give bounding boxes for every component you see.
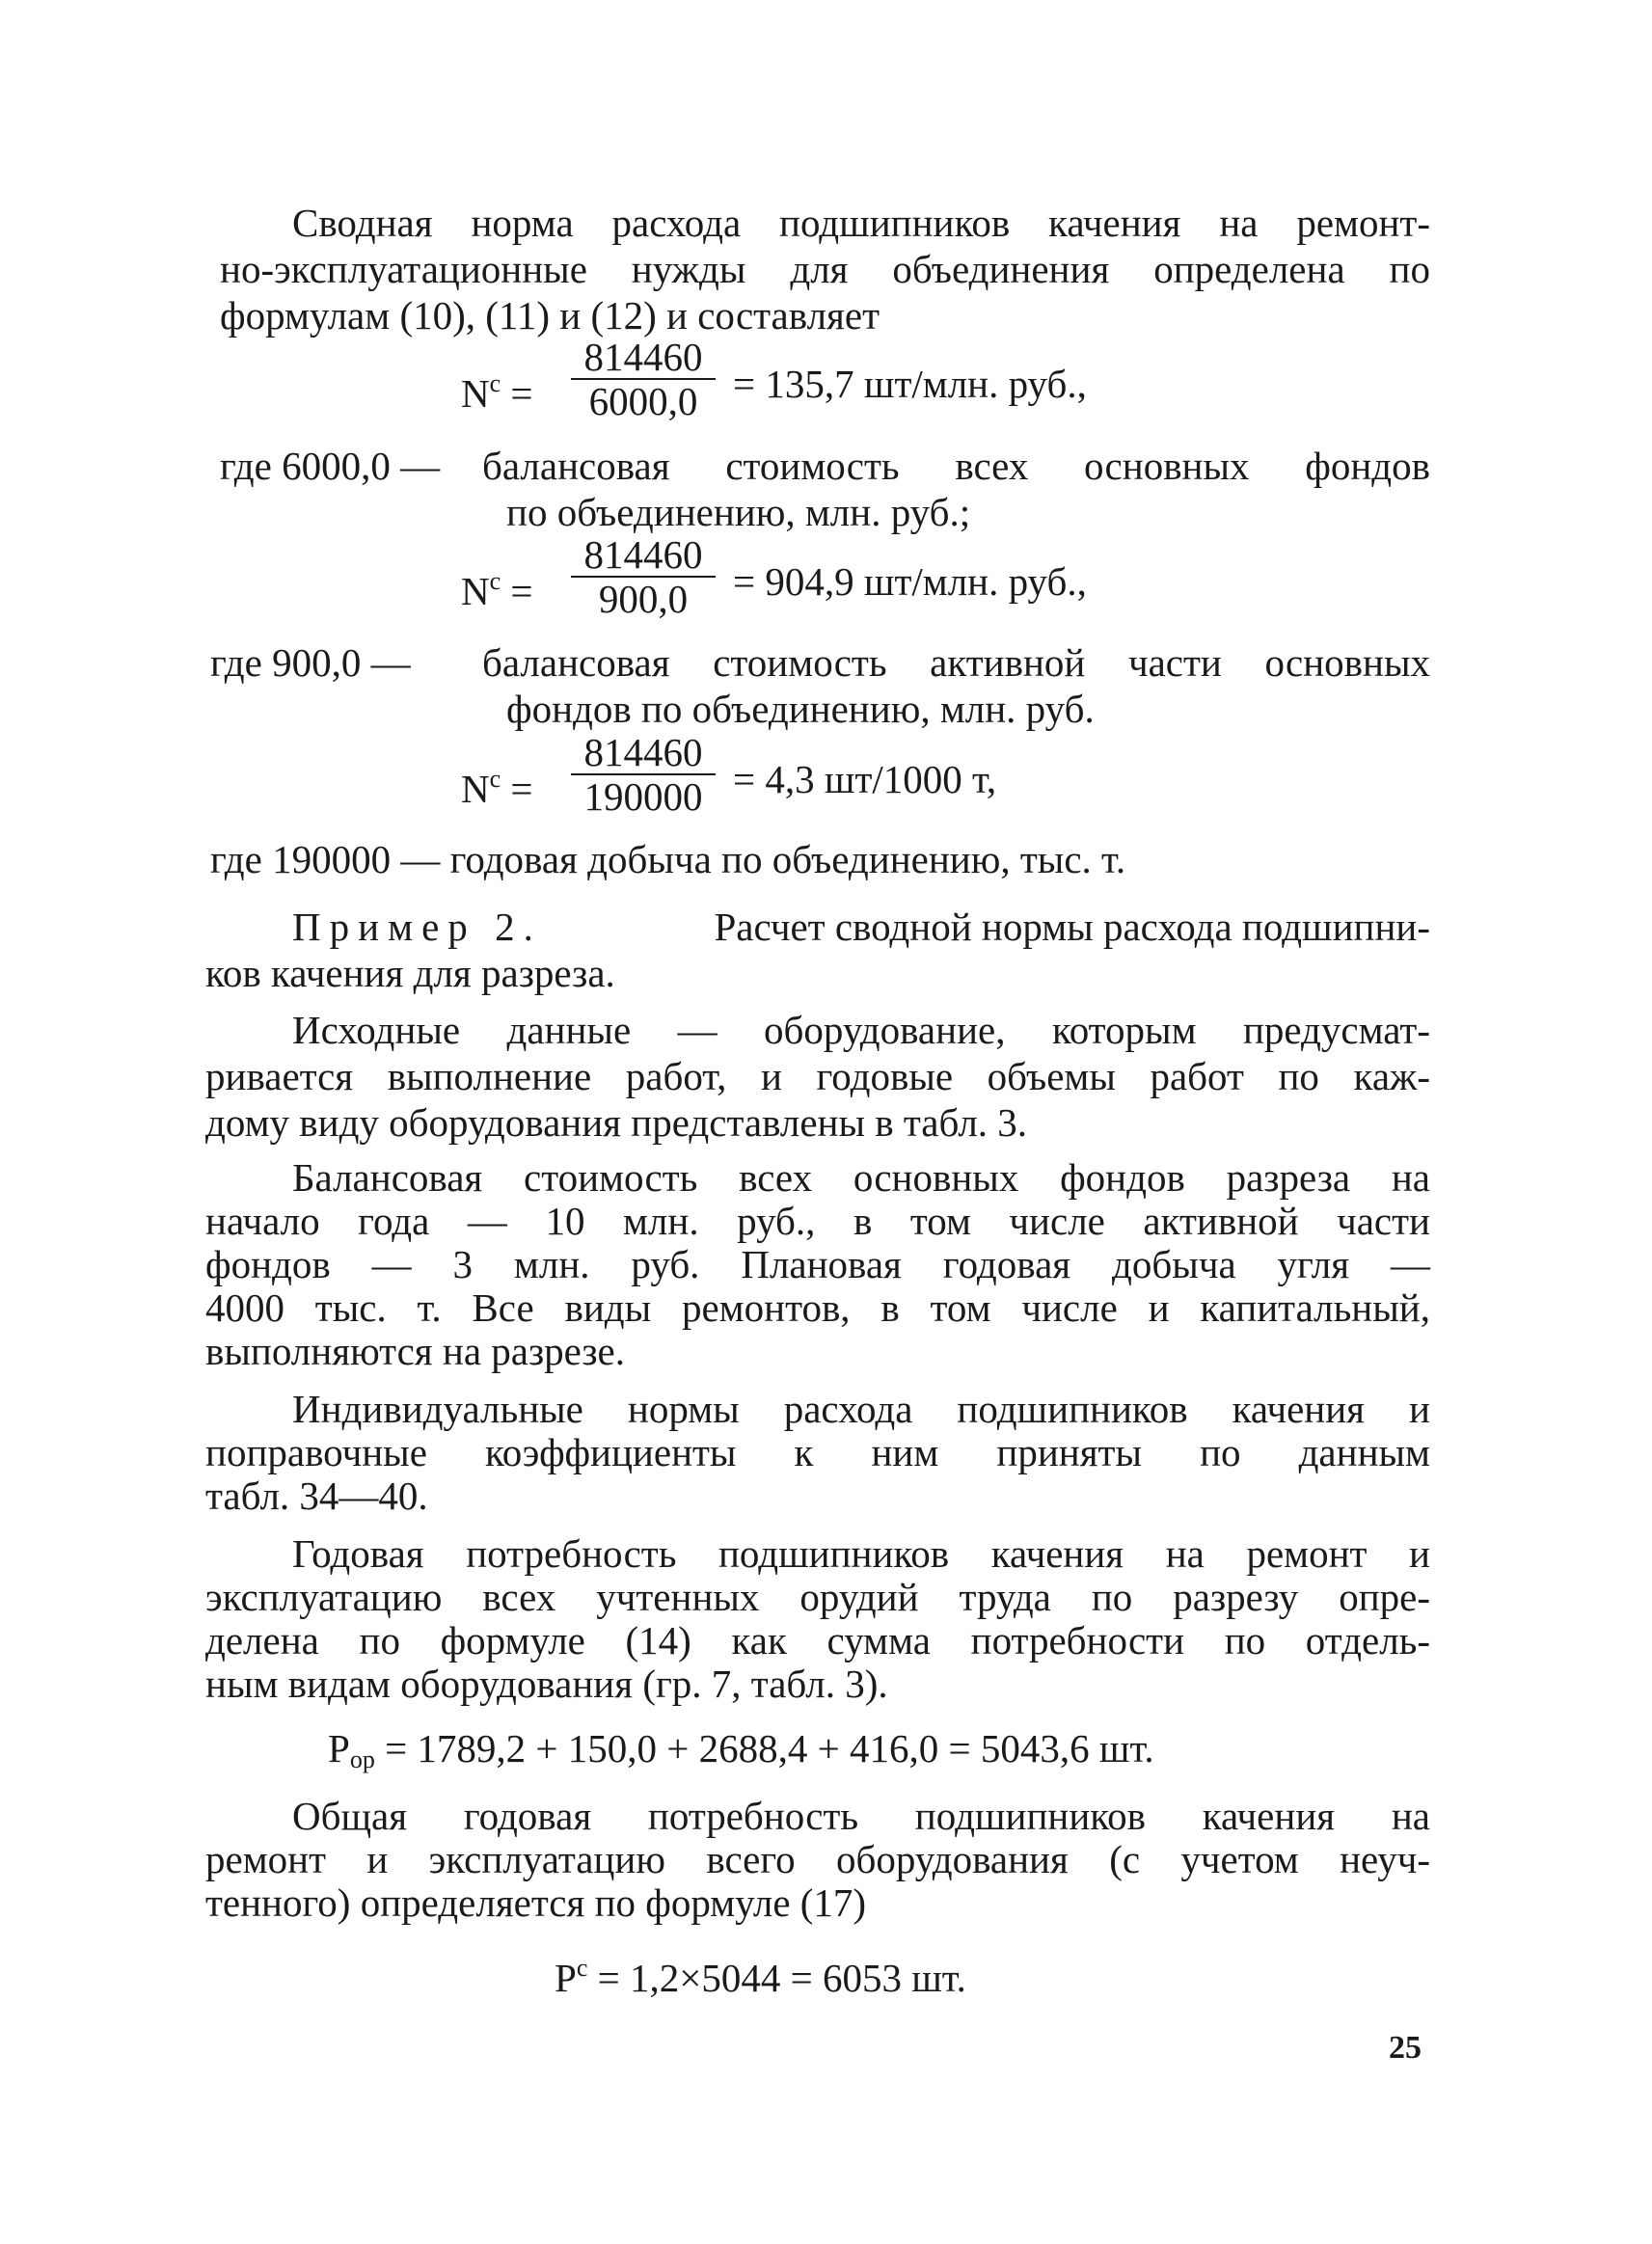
- formula-2-lhs: [461, 559, 533, 613]
- formula-3-equals: =: [510, 767, 533, 811]
- p2-line-1: Исходные данные — оборудование, которым предусмат-: [292, 1008, 1430, 1052]
- p6-line-3: тенного) определяется по формуле (17): [205, 1880, 867, 1925]
- example-title: Расчет сводной нормы расхода подшипни-: [714, 905, 1430, 949]
- note-3: где 190000 — годовая добыча по объединению, тыс. т.: [210, 837, 1126, 881]
- p5-line-2: эксплуатацию всех учтенных орудий труда по разрезу опре-: [205, 1575, 1430, 1619]
- formula-1-superscript: с: [489, 369, 501, 397]
- p2-line-3: дому виду оборудования представлены в табл. 3.: [205, 1100, 1028, 1145]
- p6-line-1: Общая годовая потребность подшипников качения на: [292, 1794, 1430, 1838]
- formula-5-symbol: P: [555, 1956, 577, 2000]
- formula-3-symbol: N: [461, 767, 490, 811]
- formula-3-numerator: 814460: [571, 731, 716, 775]
- p3-line-4: 4000 тыс. т. Все виды ремонтов, в том числе и капитальный,: [205, 1285, 1430, 1330]
- formula-1-symbol: N: [461, 371, 490, 416]
- formula-1-equals: =: [510, 371, 533, 416]
- p5-line-3: делена по формуле (14) как сумма потребности по отдель-: [205, 1618, 1430, 1663]
- p5-line-1: Годовая потребность подшипников качения на ремонт и: [292, 1531, 1430, 1576]
- example-line-2: ков качения для разреза.: [205, 951, 615, 995]
- formula-2-rhs: = 904,9 шт/млн. руб.,: [733, 559, 1087, 604]
- formula-2-symbol: N: [461, 569, 490, 613]
- formula-4-symbol: P: [328, 1726, 350, 1771]
- p1-line-2: но-эксплуатационные нужды для объединения определена по: [220, 247, 1430, 291]
- example-label: Пример 2.: [292, 905, 542, 949]
- note-2-line-1: балансовая стоимость активной части основных: [482, 640, 1430, 685]
- formula-1-lhs: [461, 362, 533, 416]
- p4-line-1: Индивидуальные нормы расхода подшипников качения и: [292, 1387, 1430, 1431]
- formula-2-denominator: 900,0: [598, 577, 689, 621]
- formula-4-subscript: ор: [349, 1745, 375, 1773]
- formula-1-rhs: = 135,7 шт/млн. руб.,: [733, 362, 1087, 406]
- formula-4: [328, 1726, 1154, 1782]
- p3-line-1: Балансовая стоимость всех основных фондов разреза на: [292, 1155, 1430, 1200]
- page-number: 25: [1389, 2030, 1422, 2066]
- formula-3-superscript: с: [489, 765, 501, 793]
- formula-5-superscript: с: [576, 1954, 588, 1982]
- formula-2-fraction: [571, 533, 716, 620]
- note-2-where: где 900,0 —: [210, 640, 411, 685]
- p6-line-2: ремонт и эксплуатацию всего оборудования (с учетом неуч-: [205, 1837, 1430, 1881]
- formula-4-rhs: = 1789,2 + 150,0 + 2688,4 + 416,0 = 5043,6 шт.: [385, 1726, 1154, 1771]
- note-1-where: где 6000,0 —: [220, 444, 441, 488]
- p3-line-3: фондов — 3 млн. руб. Плановая годовая добыча угля —: [205, 1242, 1430, 1286]
- formula-3-fraction: [571, 731, 716, 818]
- formula-3-denominator: 190000: [583, 774, 703, 819]
- note-2-line-2: фондов по объединению, млн. руб.: [506, 687, 1095, 731]
- formula-3-rhs: = 4,3 шт/1000 т,: [733, 757, 997, 801]
- p5-line-4: ным видам оборудования (гр. 7, табл. 3).: [205, 1662, 888, 1706]
- formula-3-lhs: [461, 757, 533, 811]
- formula-2-equals: =: [510, 569, 533, 613]
- note-1-line-2: по объединению, млн. руб.;: [506, 490, 971, 534]
- formula-1-fraction: [571, 336, 716, 422]
- p2-line-2: ривается выполнение работ, и годовые объемы работ по каж-: [205, 1054, 1430, 1098]
- formula-1-denominator: 6000,0: [588, 379, 698, 423]
- formula-5: [555, 1946, 966, 2000]
- formula-2-superscript: с: [489, 567, 501, 595]
- p3-line-2: начало года — 10 млн. руб., в том числе активной части: [205, 1199, 1430, 1243]
- note-1-line-1: балансовая стоимость всех основных фондов: [482, 444, 1430, 488]
- formula-5-rhs: = 1,2×5044 = 6053 шт.: [597, 1956, 966, 2000]
- p3-line-5: выполняются на разрезе.: [205, 1329, 626, 1373]
- p4-line-2: поправочные коэффициенты к ним приняты по данным: [205, 1430, 1430, 1474]
- formula-1-numerator: 814460: [571, 336, 716, 380]
- p1-line-3: формулам (10), (11) и (12) и составляет: [220, 293, 880, 338]
- formula-2-numerator: 814460: [571, 533, 716, 578]
- example-line-1: [292, 905, 1430, 949]
- p1-line-1: Сводная норма расхода подшипников качения на ремонт-: [292, 201, 1430, 245]
- p4-line-3: табл. 34—40.: [205, 1473, 428, 1518]
